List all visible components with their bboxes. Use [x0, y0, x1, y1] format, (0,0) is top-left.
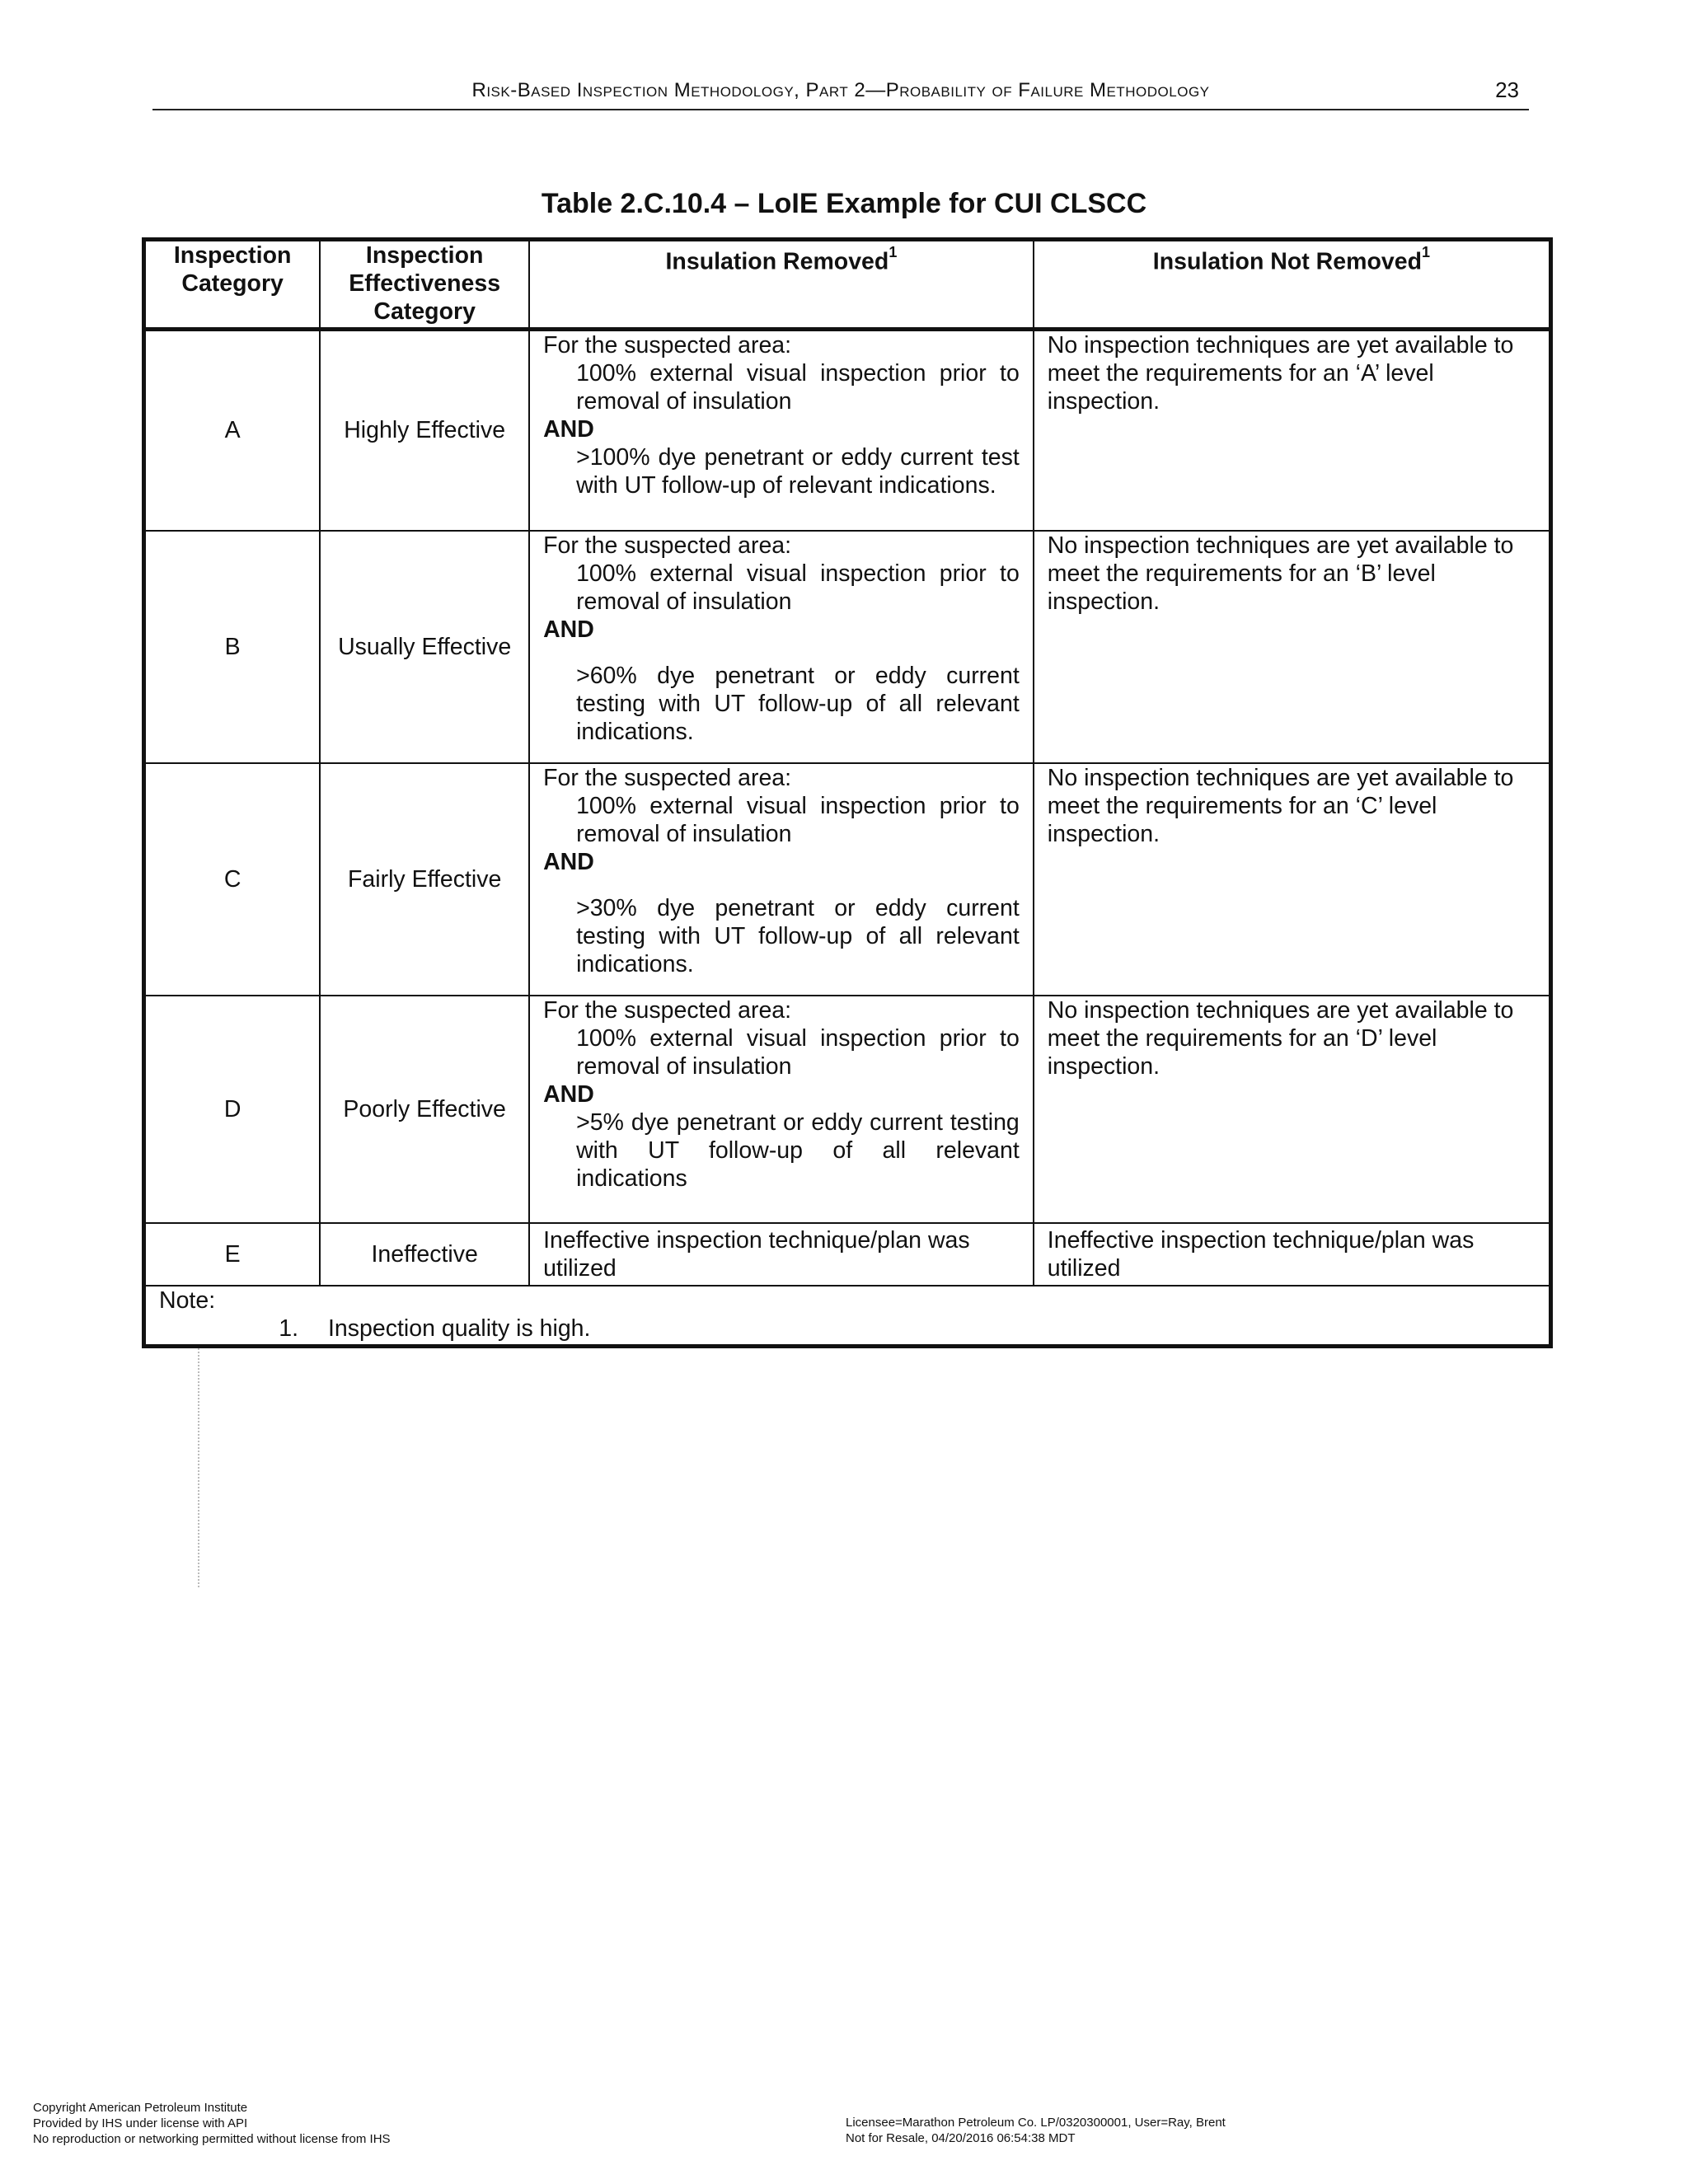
effectiveness-cell: Highly Effective	[320, 330, 529, 531]
insulation-not-removed-cell: No inspection techniques are yet available to meet the requirements for an ‘C’ level inspection.	[1034, 763, 1551, 996]
copyright-footer: Copyright American Petroleum Institute Provided by IHS under license with API No reproduction or networking permitted without license from IHS	[33, 2101, 391, 2146]
insulation-removed-cell: Ineffective inspection technique/plan was utilized	[529, 1223, 1034, 1286]
license-footer: Licensee=Marathon Petroleum Co. LP/0320300001, User=Ray, Brent Not for Resale, 04/20/2016 06:54:38 MDT	[846, 2116, 1226, 2145]
loie-table	[142, 237, 1553, 1348]
table-row	[144, 996, 1551, 1223]
note-item	[159, 1315, 1536, 1343]
note-item-number: 1.	[279, 1315, 298, 1342]
effectiveness-cell: Poorly Effective	[320, 996, 529, 1223]
category-cell: C	[144, 763, 321, 996]
table-row	[144, 763, 1551, 996]
page-header	[152, 76, 1529, 110]
header-inspection-category: Inspection Category	[144, 240, 321, 330]
table-row	[144, 1223, 1551, 1286]
running-title: Risk-Based Inspection Methodology, Part 2—Probability of Failure Methodology	[471, 79, 1210, 101]
insulation-not-removed-cell: Ineffective inspection technique/plan was utilized	[1034, 1223, 1551, 1286]
insulation-not-removed-cell: No inspection techniques are yet available to meet the requirements for an ‘D’ level inspection.	[1034, 996, 1551, 1223]
effectiveness-cell: Usually Effective	[320, 531, 529, 763]
category-cell: E	[144, 1223, 321, 1286]
table-title: Table 2.C.10.4 – LoIE Example for CUI CLSCC	[541, 188, 1147, 219]
insulation-removed-cell: For the suspected area: 100% external visual inspection prior to removal of insulation AND >5% dye penetrant or eddy current testing with UT follow-up of all relevant indications	[529, 996, 1034, 1223]
table-note	[144, 1286, 1551, 1347]
header-insulation-not-removed: Insulation Not Removed$^1$	[1034, 240, 1551, 330]
category-cell: B	[144, 531, 321, 763]
header-insulation-removed: Insulation Removed$^1$	[529, 240, 1034, 330]
insulation-removed-cell: For the suspected area: 100% external visual inspection prior to removal of insulation AND >60% dye penetrant or eddy current testing with UT follow-up of all relevant indications.	[529, 531, 1034, 763]
header-effectiveness-category: Inspection Effectiveness Category	[320, 240, 529, 330]
note-label: Note:	[159, 1286, 216, 1314]
effectiveness-cell: Ineffective	[320, 1223, 529, 1286]
insulation-removed-cell: For the suspected area: 100% external visual inspection prior to removal of insulation AND >30% dye penetrant or eddy current testing with UT follow-up of all relevant indications.	[529, 763, 1034, 996]
insulation-not-removed-cell: No inspection techniques are yet available to meet the requirements for an ‘A’ level inspection.	[1034, 330, 1551, 531]
insulation-removed-cell: For the suspected area: 100% external visual inspection prior to removal of insulation AND >100% dye penetrant or eddy current test with UT follow-up of relevant indications.	[529, 330, 1034, 531]
category-cell: A	[144, 330, 321, 531]
page-number: 23	[1495, 77, 1519, 102]
category-cell: D	[144, 996, 321, 1223]
insulation-not-removed-cell: No inspection techniques are yet available to meet the requirements for an ‘B’ level inspection.	[1034, 531, 1551, 763]
table-row	[144, 531, 1551, 763]
scan-artifact-dots	[198, 1348, 203, 1587]
table-row	[144, 330, 1551, 531]
table-header-row	[144, 240, 1551, 330]
note-item-text: Inspection quality is high.	[328, 1315, 591, 1342]
note-row	[144, 1286, 1551, 1347]
effectiveness-cell: Fairly Effective	[320, 763, 529, 996]
